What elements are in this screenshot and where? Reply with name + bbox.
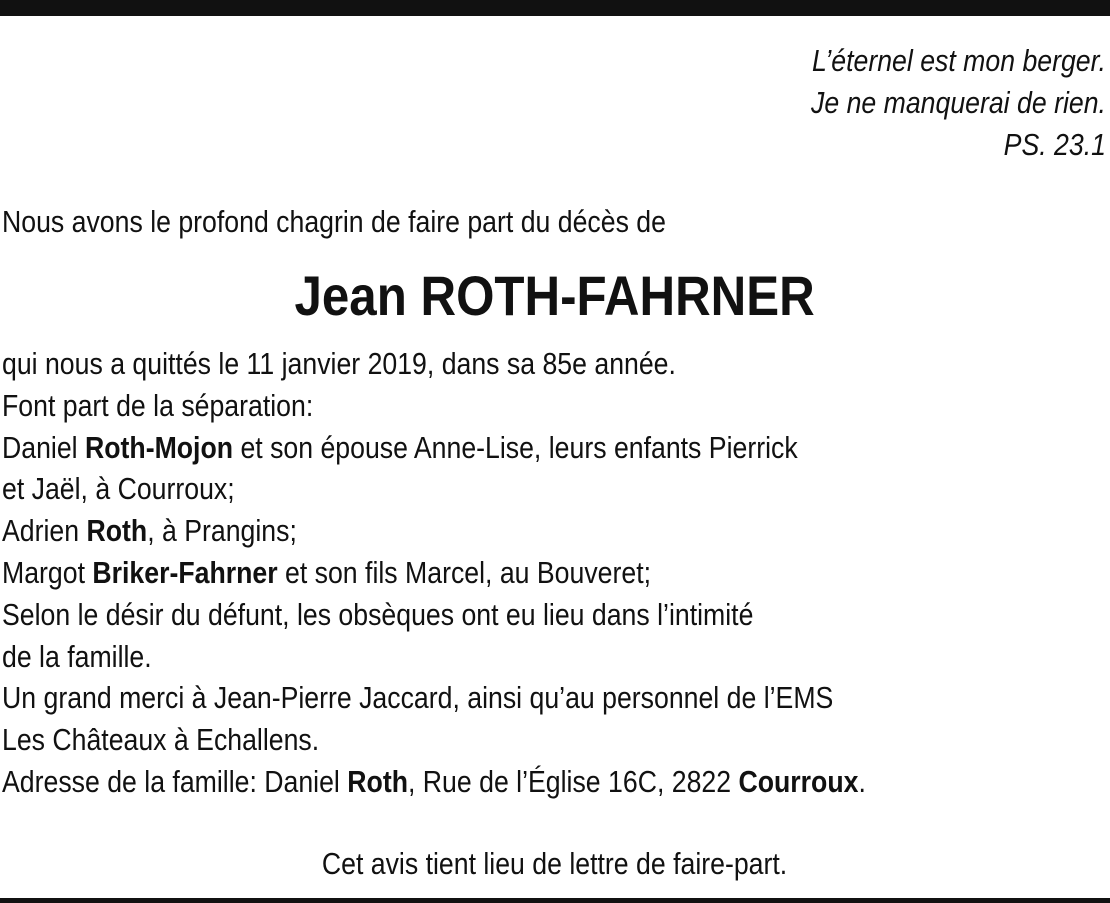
notice-body [2,343,866,803]
thanks-line-1: Un grand merci à Jean-Pierre Jaccard, ainsi qu’au personnel de l’EMS [2,680,834,716]
family3-suffix: et son fils Marcel, au Bouveret; [277,554,652,590]
address-end: . [858,763,866,799]
announce-line: Font part de la séparation: [2,387,314,423]
funeral-line-2: de la famille. [2,638,152,674]
verse-reference: PS. 23.1 [1003,127,1106,162]
deceased-name: Jean ROTH-FAHRNER [294,264,816,327]
footer-note [0,842,1110,886]
family-line-2 [2,510,866,552]
family1-suffix: et son épouse Anne-Lise, leurs enfants Pierrick [233,429,798,465]
funeral-line-1: Selon le désir du défunt, les obsèques ont eu lieu dans l’intimité [2,596,754,632]
family-line-1-cont: et Jaël, à Courroux; [2,471,235,507]
family2-surname: Roth [86,513,148,549]
thanks-line-2: Les Châteaux à Echallens. [2,722,320,758]
top-border-rule [0,0,1110,16]
family-line-3 [2,552,866,594]
address-middle: , Rue de l’Église 16C, 2822 [407,763,739,799]
address-prefix: Adresse de la famille: Daniel [2,763,348,799]
passed-away-line: qui nous a quittés le 11 janvier 2019, dans sa 85e année. [2,346,676,381]
family1-prefix: Daniel [2,429,85,465]
address-city: Courroux [738,763,859,799]
address-line [2,761,866,803]
psalm-verse [811,40,1106,166]
family2-suffix: , à Prangins; [147,513,297,549]
intro-text: Nous avons le profond chagrin de faire part du décès de [2,204,666,239]
family3-prefix: Margot [2,554,93,590]
deceased-name-heading [0,258,1110,334]
verse-line-1: L’éternel est mon berger. [812,43,1106,78]
family3-surname: Briker-Fahrner [92,554,278,590]
address-name: Roth [347,763,408,799]
footer-text: Cet avis tient lieu de lettre de faire-part. [322,846,788,881]
family1-surname: Roth-Mojon [84,429,234,465]
verse-line-2: Je ne manquerai de rien. [811,85,1106,120]
bottom-border-rule [0,898,1110,903]
family2-prefix: Adrien [2,513,87,549]
family-line-1 [2,427,866,469]
